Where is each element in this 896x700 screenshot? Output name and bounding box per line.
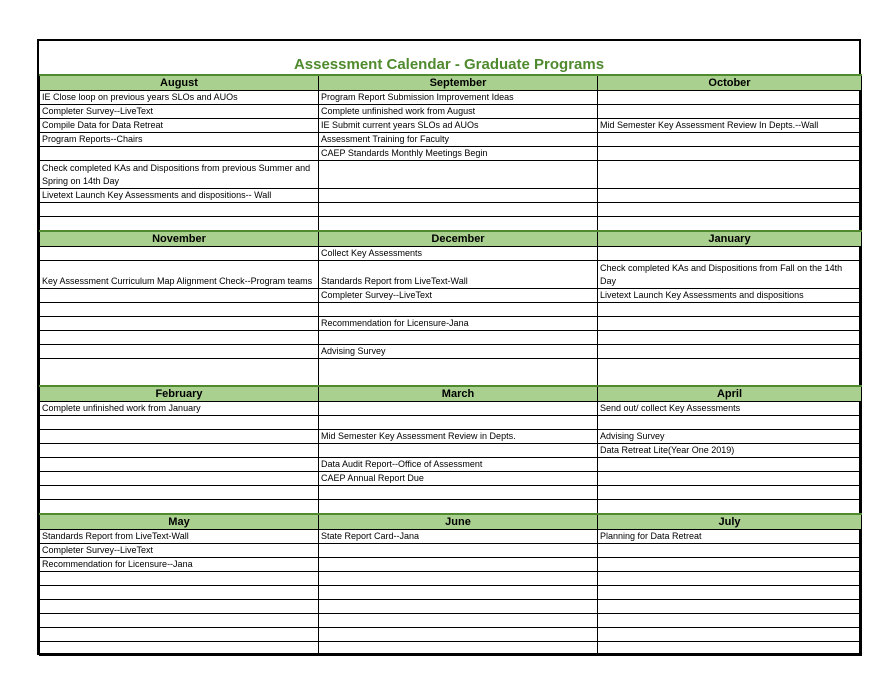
calendar-cell <box>40 472 319 486</box>
calendar-cell: Livetext Launch Key Assessments and dispositions <box>598 288 862 302</box>
calendar-cell <box>319 500 598 514</box>
calendar-row <box>40 585 862 599</box>
calendar-sheet <box>37 39 861 655</box>
calendar-cell: Data Audit Report--Office of Assessment <box>319 458 598 472</box>
calendar-cell <box>598 613 862 627</box>
calendar-cell <box>40 599 319 613</box>
calendar-cell <box>319 330 598 344</box>
month-header-may: May <box>40 514 319 530</box>
calendar-row <box>40 444 862 458</box>
calendar-cell: Complete unfinished work from January <box>40 402 319 416</box>
month-header-row <box>40 75 862 91</box>
calendar-cell <box>319 161 598 189</box>
calendar-row <box>40 557 862 571</box>
calendar-row <box>40 529 862 543</box>
calendar-cell <box>40 627 319 641</box>
month-header-row <box>40 514 862 530</box>
calendar-cell <box>40 288 319 302</box>
calendar-cell <box>40 500 319 514</box>
calendar-cell <box>598 147 862 161</box>
calendar-cell <box>598 91 862 105</box>
calendar-cell: State Report Card--Jana <box>319 529 598 543</box>
calendar-row <box>40 358 862 386</box>
calendar-row <box>40 203 862 217</box>
calendar-cell: Check completed KAs and Dispositions from Fall on the 14th Day <box>598 260 862 288</box>
month-header-january: January <box>598 231 862 247</box>
calendar-cell <box>40 302 319 316</box>
calendar-cell <box>40 571 319 585</box>
calendar-cell <box>598 189 862 203</box>
calendar-cell <box>598 571 862 585</box>
calendar-cell <box>40 217 319 231</box>
calendar-cell <box>40 430 319 444</box>
calendar-cell <box>598 641 862 655</box>
calendar-row <box>40 472 862 486</box>
calendar-cell <box>319 543 598 557</box>
calendar-cell: Recommendation for Licensure-Jana <box>319 316 598 330</box>
calendar-row <box>40 599 862 613</box>
calendar-cell <box>598 246 862 260</box>
calendar-cell: Key Assessment Curriculum Map Alignment Check--Program teams <box>40 260 319 288</box>
calendar-cell <box>319 358 598 386</box>
calendar-cell <box>319 486 598 500</box>
calendar-cell <box>40 246 319 260</box>
calendar-cell <box>598 330 862 344</box>
calendar-row <box>40 627 862 641</box>
calendar-cell <box>319 627 598 641</box>
calendar-cell <box>598 500 862 514</box>
calendar-row <box>40 500 862 514</box>
calendar-row <box>40 91 862 105</box>
calendar-row <box>40 543 862 557</box>
calendar-table <box>39 74 862 656</box>
calendar-cell <box>319 416 598 430</box>
calendar-cell <box>40 416 319 430</box>
calendar-cell <box>319 189 598 203</box>
calendar-cell: Standards Report from LiveText-Wall <box>40 529 319 543</box>
month-header-august: August <box>40 75 319 91</box>
calendar-cell <box>598 133 862 147</box>
calendar-cell: Send out/ collect Key Assessments <box>598 402 862 416</box>
month-header-row <box>40 386 862 402</box>
calendar-cell: Completer Survey--LiveText <box>40 105 319 119</box>
calendar-cell: Complete unfinished work from August <box>319 105 598 119</box>
calendar-cell: Compile Data for Data Retreat <box>40 119 319 133</box>
calendar-cell: Completer Survey--LiveText <box>319 288 598 302</box>
month-header-june: June <box>319 514 598 530</box>
calendar-row <box>40 217 862 231</box>
calendar-row <box>40 105 862 119</box>
calendar-row <box>40 189 862 203</box>
calendar-cell <box>319 444 598 458</box>
calendar-cell <box>598 302 862 316</box>
calendar-cell <box>40 330 319 344</box>
calendar-cell <box>598 161 862 189</box>
calendar-cell: Program Reports--Chairs <box>40 133 319 147</box>
calendar-cell: Mid Semester Key Assessment Review In Depts.--Wall <box>598 119 862 133</box>
calendar-cell <box>40 316 319 330</box>
calendar-row <box>40 641 862 655</box>
calendar-cell <box>598 105 862 119</box>
calendar-cell: CAEP Standards Monthly Meetings Begin <box>319 147 598 161</box>
calendar-row <box>40 458 862 472</box>
calendar-cell: Completer Survey--LiveText <box>40 543 319 557</box>
calendar-row <box>40 161 862 189</box>
calendar-cell: Collect Key Assessments <box>319 246 598 260</box>
calendar-cell <box>40 444 319 458</box>
month-header-april: April <box>598 386 862 402</box>
calendar-cell <box>598 599 862 613</box>
calendar-cell: Standards Report from LiveText-Wall <box>319 260 598 288</box>
calendar-row <box>40 133 862 147</box>
calendar-row <box>40 571 862 585</box>
page-title: Assessment Calendar - Graduate Programs <box>293 56 605 73</box>
calendar-cell: Program Report Submission Improvement Ideas <box>319 91 598 105</box>
month-header-row <box>40 231 862 247</box>
calendar-cell <box>598 203 862 217</box>
calendar-cell <box>598 416 862 430</box>
calendar-cell: Planning for Data Retreat <box>598 529 862 543</box>
calendar-row <box>40 430 862 444</box>
calendar-cell <box>319 557 598 571</box>
calendar-cell <box>319 217 598 231</box>
month-header-december: December <box>319 231 598 247</box>
calendar-cell <box>598 543 862 557</box>
month-header-november: November <box>40 231 319 247</box>
calendar-cell <box>40 458 319 472</box>
calendar-cell <box>319 613 598 627</box>
calendar-cell <box>598 585 862 599</box>
calendar-row <box>40 288 862 302</box>
calendar-cell <box>40 641 319 655</box>
calendar-cell <box>598 627 862 641</box>
calendar-cell <box>319 571 598 585</box>
calendar-cell: Advising Survey <box>319 344 598 358</box>
calendar-cell <box>319 203 598 217</box>
calendar-cell <box>598 358 862 386</box>
calendar-cell: Assessment Training for Faculty <box>319 133 598 147</box>
calendar-row <box>40 302 862 316</box>
calendar-cell <box>319 599 598 613</box>
calendar-row <box>40 260 862 288</box>
calendar-row <box>40 344 862 358</box>
calendar-cell <box>40 358 319 386</box>
calendar-cell: Advising Survey <box>598 430 862 444</box>
month-header-september: September <box>319 75 598 91</box>
calendar-cell <box>598 486 862 500</box>
month-header-march: March <box>319 386 598 402</box>
month-header-july: July <box>598 514 862 530</box>
calendar-cell <box>319 641 598 655</box>
calendar-cell <box>40 613 319 627</box>
calendar-row <box>40 119 862 133</box>
calendar-cell: IE Close loop on previous years SLOs and AUOs <box>40 91 319 105</box>
calendar-row <box>40 316 862 330</box>
month-header-february: February <box>40 386 319 402</box>
calendar-cell <box>40 344 319 358</box>
calendar-cell <box>598 344 862 358</box>
calendar-cell <box>40 203 319 217</box>
calendar-cell: IE Submit current years SLOs ad AUOs <box>319 119 598 133</box>
calendar-cell <box>319 402 598 416</box>
calendar-cell: Recommendation for Licensure--Jana <box>40 557 319 571</box>
calendar-cell: Check completed KAs and Dispositions from previous Summer and Spring on 14th Day <box>40 161 319 189</box>
calendar-row <box>40 246 862 260</box>
calendar-cell <box>598 472 862 486</box>
calendar-cell <box>319 585 598 599</box>
calendar-cell: CAEP Annual Report Due <box>319 472 598 486</box>
calendar-cell <box>598 316 862 330</box>
calendar-cell <box>598 458 862 472</box>
calendar-row <box>40 613 862 627</box>
calendar-cell <box>598 217 862 231</box>
calendar-cell: Mid Semester Key Assessment Review in Depts. <box>319 430 598 444</box>
calendar-row <box>40 147 862 161</box>
calendar-row <box>40 330 862 344</box>
calendar-cell <box>40 147 319 161</box>
calendar-row <box>40 402 862 416</box>
calendar-cell <box>40 585 319 599</box>
calendar-cell <box>40 486 319 500</box>
calendar-cell: Livetext Launch Key Assessments and dispositions-- Wall <box>40 189 319 203</box>
calendar-cell <box>598 557 862 571</box>
calendar-cell: Data Retreat Lite(Year One 2019) <box>598 444 862 458</box>
month-header-october: October <box>598 75 862 91</box>
calendar-cell <box>319 302 598 316</box>
calendar-row <box>40 486 862 500</box>
calendar-row <box>40 416 862 430</box>
